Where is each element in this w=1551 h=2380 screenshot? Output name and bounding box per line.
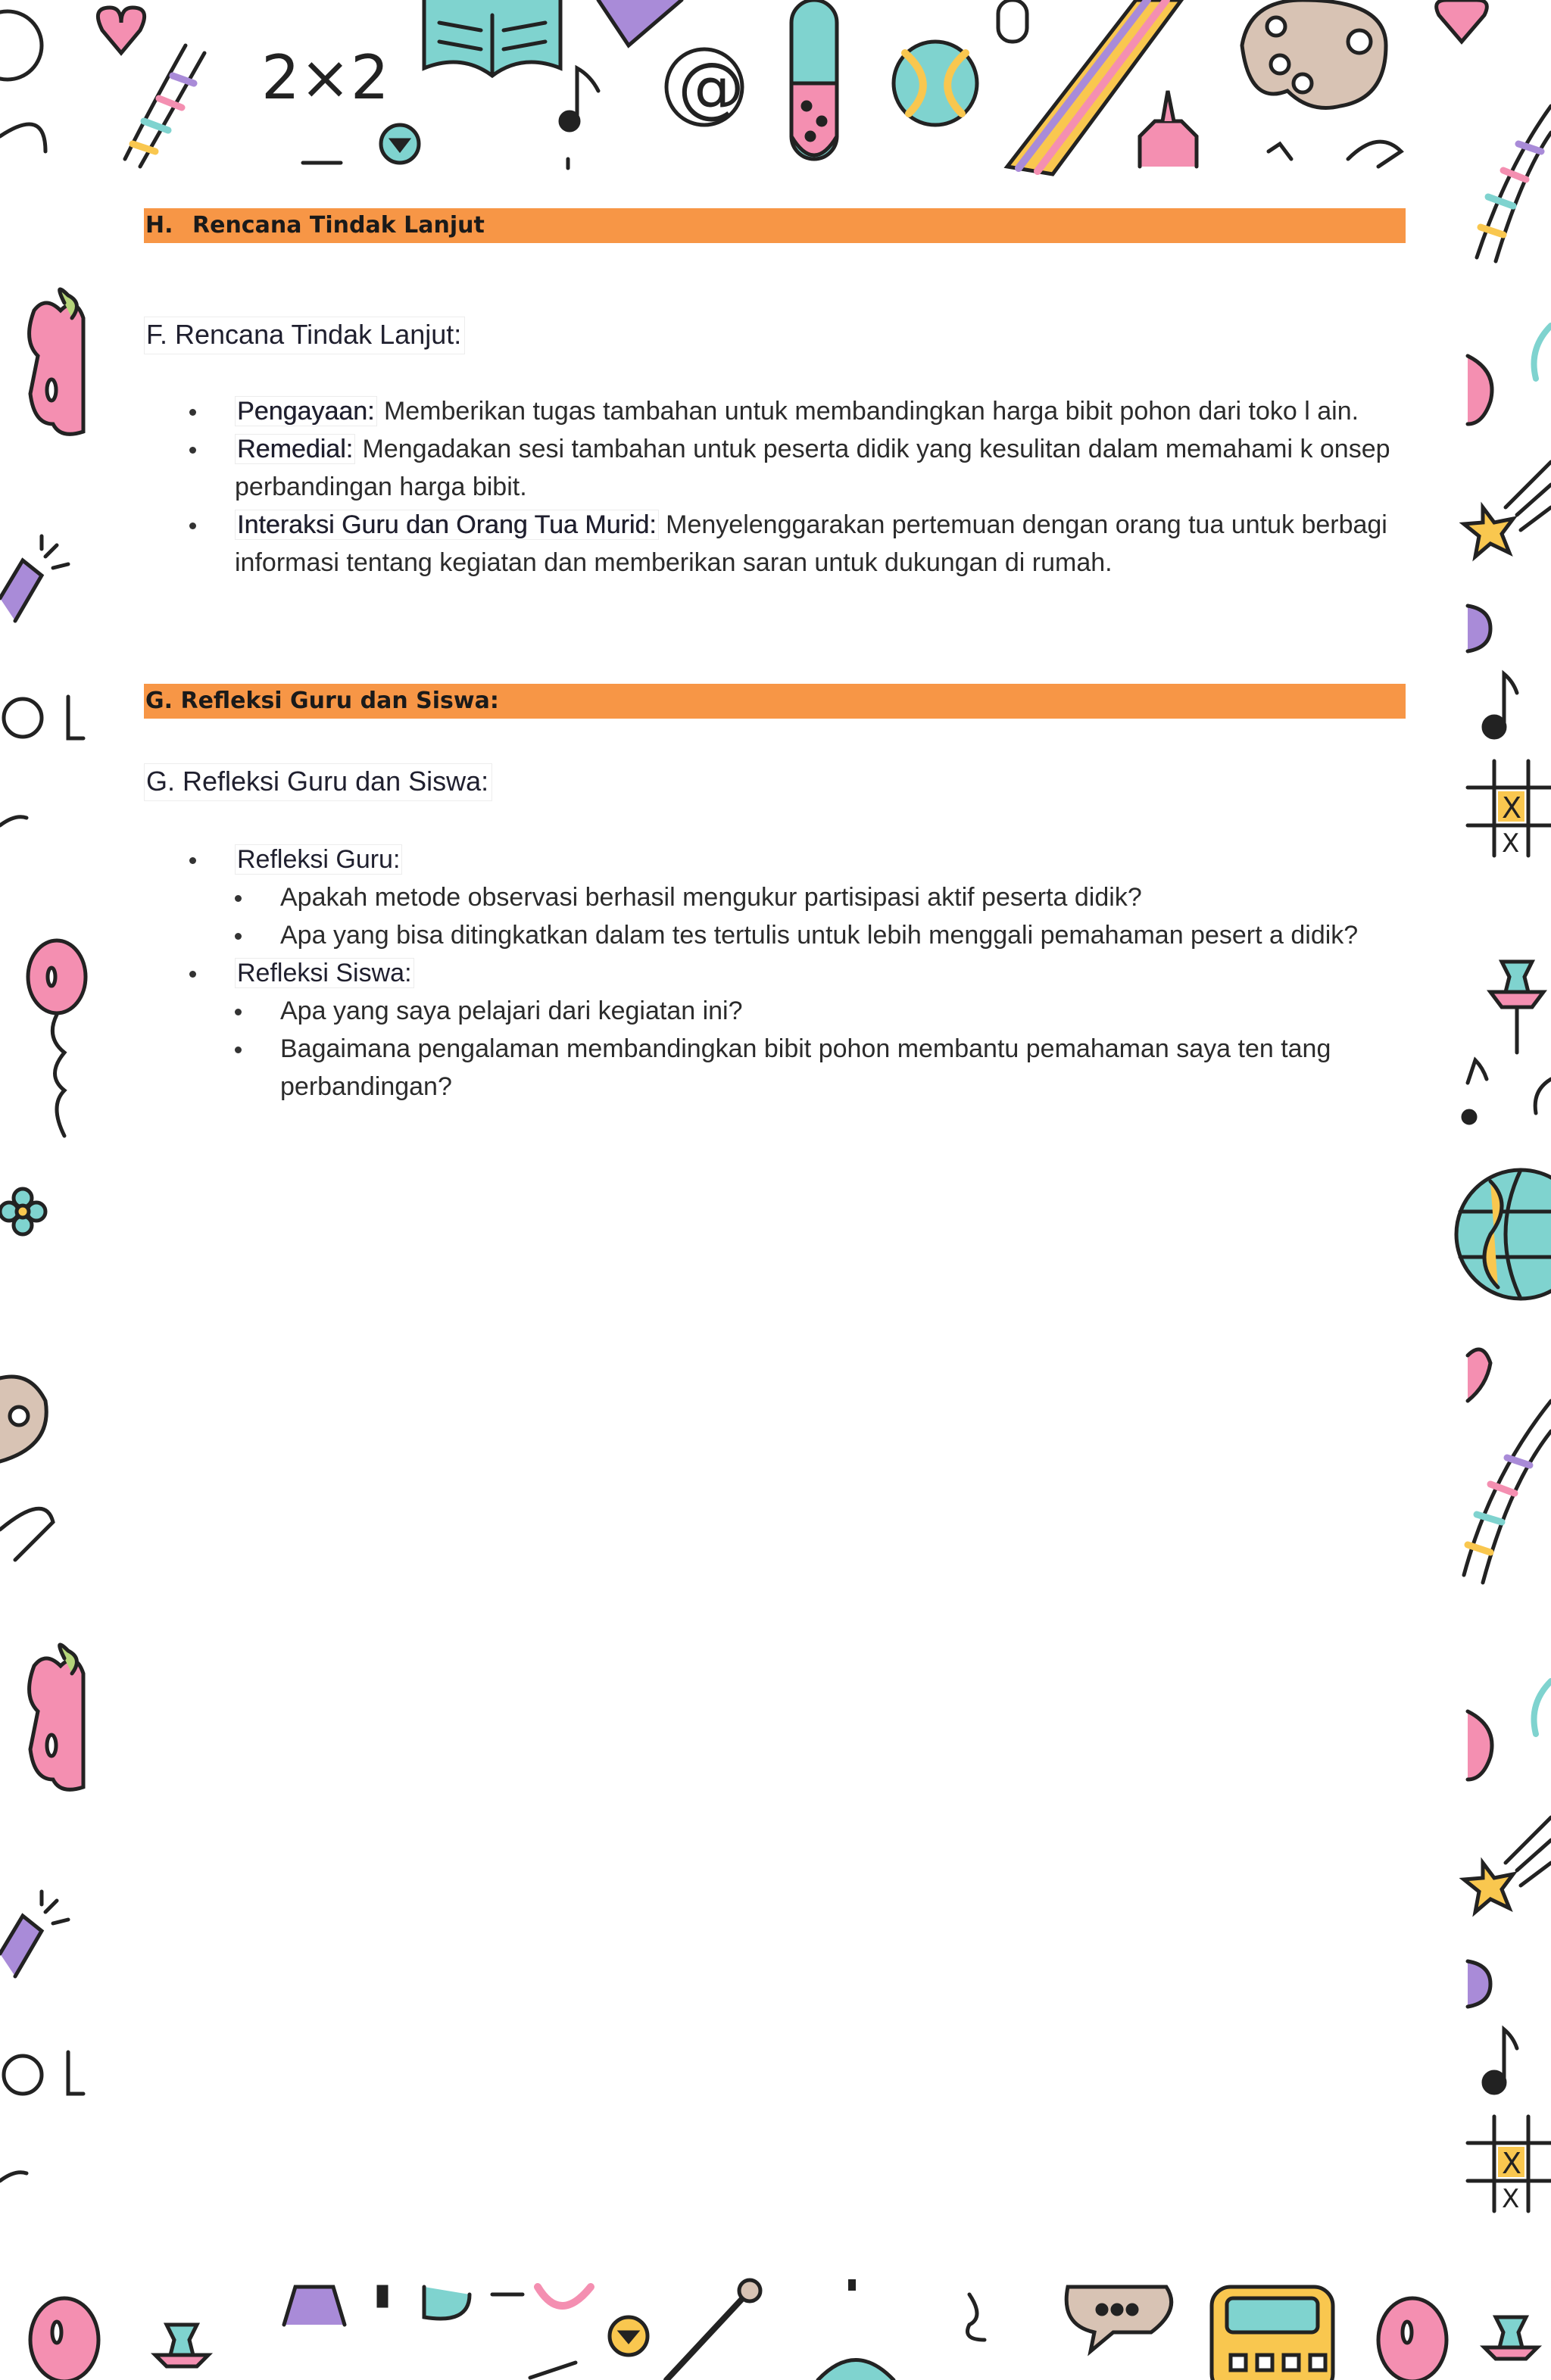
term-refleksi-guru: Refleksi Guru: — [235, 844, 402, 875]
list-item-pengayaan — [189, 392, 1406, 430]
rencana-tindak-lanjut-list — [189, 392, 1406, 582]
tictactoe-x-lower-2: X — [1502, 2184, 1520, 2214]
section-bar-refleksi — [144, 684, 1406, 719]
top-doodle-border — [0, 0, 1551, 174]
math-text: 2×2 — [261, 42, 389, 113]
list-item-interaksi — [189, 506, 1406, 582]
heading-refleksi: G. Refleksi Guru dan Siswa: — [144, 763, 492, 801]
section-title: Rencana Tindak Lanjut — [192, 212, 485, 239]
list-item-refleksi-siswa — [189, 954, 1406, 1106]
text-remedial: Mengadakan sesi tambahan untuk peserta didik yang kesulitan dalam memahami k onsep perbandingan harga bibit. — [235, 435, 1390, 501]
sublist-item: Apa yang saya pelajari dari kegiatan ini? — [235, 992, 1406, 1030]
list-item-refleksi-guru — [189, 841, 1406, 954]
section-title-refleksi: G. Refleksi Guru dan Siswa: — [145, 688, 499, 714]
term-remedial: Remedial: — [235, 434, 355, 464]
at-symbol: @ — [678, 48, 744, 126]
tictactoe-x-upper: X — [1502, 791, 1522, 825]
section-number: H. — [145, 212, 173, 239]
text-interaksi: Menyelenggarakan pertemuan dengan orang tua untuk berbagi informasi tentang kegiatan dan memberikan saran untuk dukungan di rumah. — [235, 510, 1387, 577]
refleksi-siswa-sublist — [235, 992, 1406, 1106]
tictactoe-x-lower: X — [1502, 2147, 1522, 2180]
list-item-remedial — [189, 430, 1406, 506]
bottom-doodle-border — [0, 2279, 1551, 2380]
sublist-item: Apakah metode observasi berhasil mengukur partisipasi aktif peserta didik? — [235, 878, 1406, 916]
sublist-item: Apa yang bisa ditingkatkan dalam tes tertulis untuk lebih menggali pemahaman pesert a didik? — [235, 916, 1406, 954]
term-refleksi-siswa: Refleksi Siswa: — [235, 958, 414, 988]
tictactoe-x-upper-2: X — [1502, 828, 1520, 859]
heading-rencana-tindak-lanjut: F. Rencana Tindak Lanjut: — [144, 317, 465, 354]
text-pengayaan: Memberikan tugas tambahan untuk membandingkan harga bibit pohon dari toko l ain. — [376, 397, 1359, 426]
left-doodle-border — [0, 174, 91, 2279]
term-pengayaan: Pengayaan: — [235, 396, 377, 426]
section-bar-rencana-tindak-lanjut — [144, 208, 1406, 243]
refleksi-list — [189, 841, 1406, 1106]
right-doodle-border — [1460, 174, 1551, 2279]
sublist-item: Bagaimana pengalaman membandingkan bibit pohon membantu pemahaman saya ten tang perbandingan? — [235, 1030, 1406, 1106]
term-interaksi: Interaksi Guru dan Orang Tua Murid: — [235, 510, 659, 540]
refleksi-guru-sublist — [235, 878, 1406, 954]
